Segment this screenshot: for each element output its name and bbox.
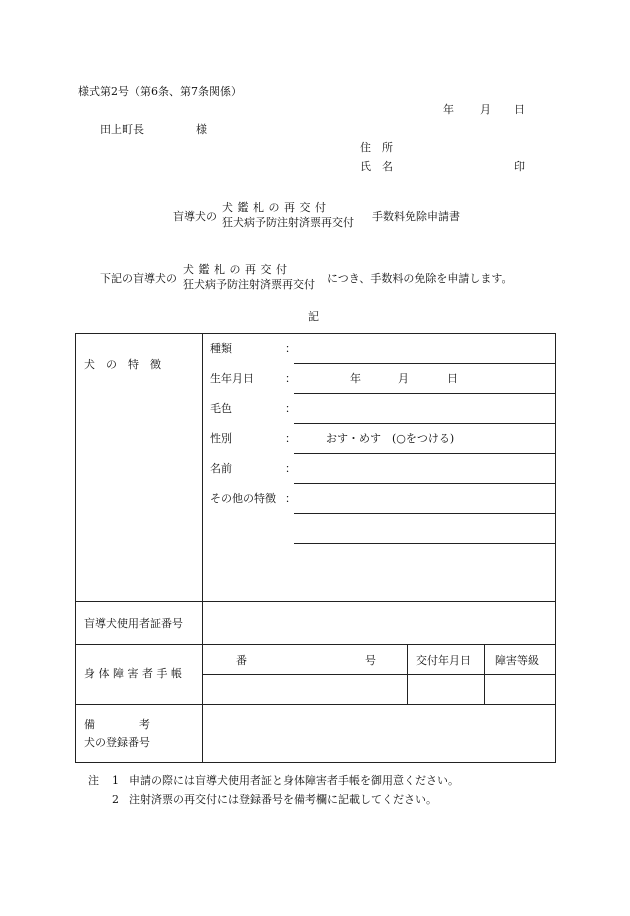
- dog-registration-number-label: 犬の登録番号: [84, 736, 150, 749]
- field-breed-colon: ：: [285, 342, 296, 355]
- title-prefix: 盲導犬の: [173, 210, 217, 223]
- date-day-label: 日: [514, 103, 525, 116]
- statement-prefix: 下記の盲導犬の: [100, 272, 177, 285]
- statement-suffix: につき、手数料の免除を申請します。: [327, 272, 513, 285]
- title-option-reissue-vaccine: 狂犬病予防注射済票再交付: [222, 216, 354, 229]
- birth-month-label: 月: [398, 372, 409, 385]
- note-2-number: 2: [112, 793, 119, 806]
- birth-year-label: 年: [350, 372, 361, 385]
- dog-features-label: 犬 の 特 徴: [84, 358, 161, 371]
- title-suffix: 手数料免除申請書: [372, 210, 460, 223]
- note-2-text: 注射済票の再交付には登録番号を備考欄に記載してください。: [129, 793, 437, 806]
- seal-mark: 印: [514, 160, 525, 173]
- handbook-issue-date-header: 交付年月日: [416, 654, 471, 667]
- title-option-reissue-tag: 犬 鑑 札 の 再 交 付: [222, 201, 327, 214]
- applicant-name-label: 氏 名: [360, 160, 393, 173]
- addressee-name: 田上町長: [100, 123, 144, 136]
- addressee-honorific: 様: [196, 123, 207, 136]
- field-birthdate-colon: ：: [285, 372, 296, 385]
- ki-heading: 記: [308, 310, 319, 323]
- handbook-number-header-1: 番: [236, 654, 247, 667]
- form-number: 様式第2号（第6条、第7条関係）: [78, 85, 242, 98]
- field-sex-colon: ：: [285, 432, 296, 445]
- field-coat-label: 毛色: [210, 402, 232, 415]
- note-1-text: 申請の際には盲導犬使用者証と身体障害者手帳を御用意ください。: [129, 774, 459, 787]
- date-month-label: 月: [480, 103, 491, 116]
- note-1-number: 1: [112, 774, 119, 787]
- statement-option-reissue-vaccine: 狂犬病予防注射済票再交付: [183, 278, 315, 291]
- date-year-label: 年: [443, 103, 454, 116]
- statement-options: [183, 264, 323, 294]
- guide-cert-number-label: 盲導犬使用者証番号: [84, 617, 183, 630]
- field-other-features-label: その他の特徴: [210, 492, 276, 505]
- field-name-label: 名前: [210, 462, 232, 475]
- handbook-number-header-2: 号: [365, 654, 376, 667]
- disability-handbook-label: 身体障害者手帳: [84, 667, 186, 680]
- remarks-label: 備 考: [84, 718, 150, 731]
- title-options: [222, 202, 362, 232]
- field-breed-label: 種類: [210, 342, 232, 355]
- field-sex-label: 性別: [210, 432, 232, 445]
- field-other-features-colon: ：: [285, 492, 296, 505]
- applicant-address-label: 住 所: [360, 141, 393, 154]
- field-coat-colon: ：: [285, 402, 296, 415]
- field-name-colon: ：: [285, 462, 296, 475]
- field-birthdate-label: 生年月日: [210, 372, 254, 385]
- handbook-grade-header: 障害等級: [495, 654, 539, 667]
- sex-options: おす・めす (○をつける): [326, 432, 455, 445]
- notes-label: 注: [88, 774, 99, 787]
- statement-option-reissue-tag: 犬 鑑 札 の 再 交 付: [183, 263, 288, 276]
- birth-day-label: 日: [447, 372, 458, 385]
